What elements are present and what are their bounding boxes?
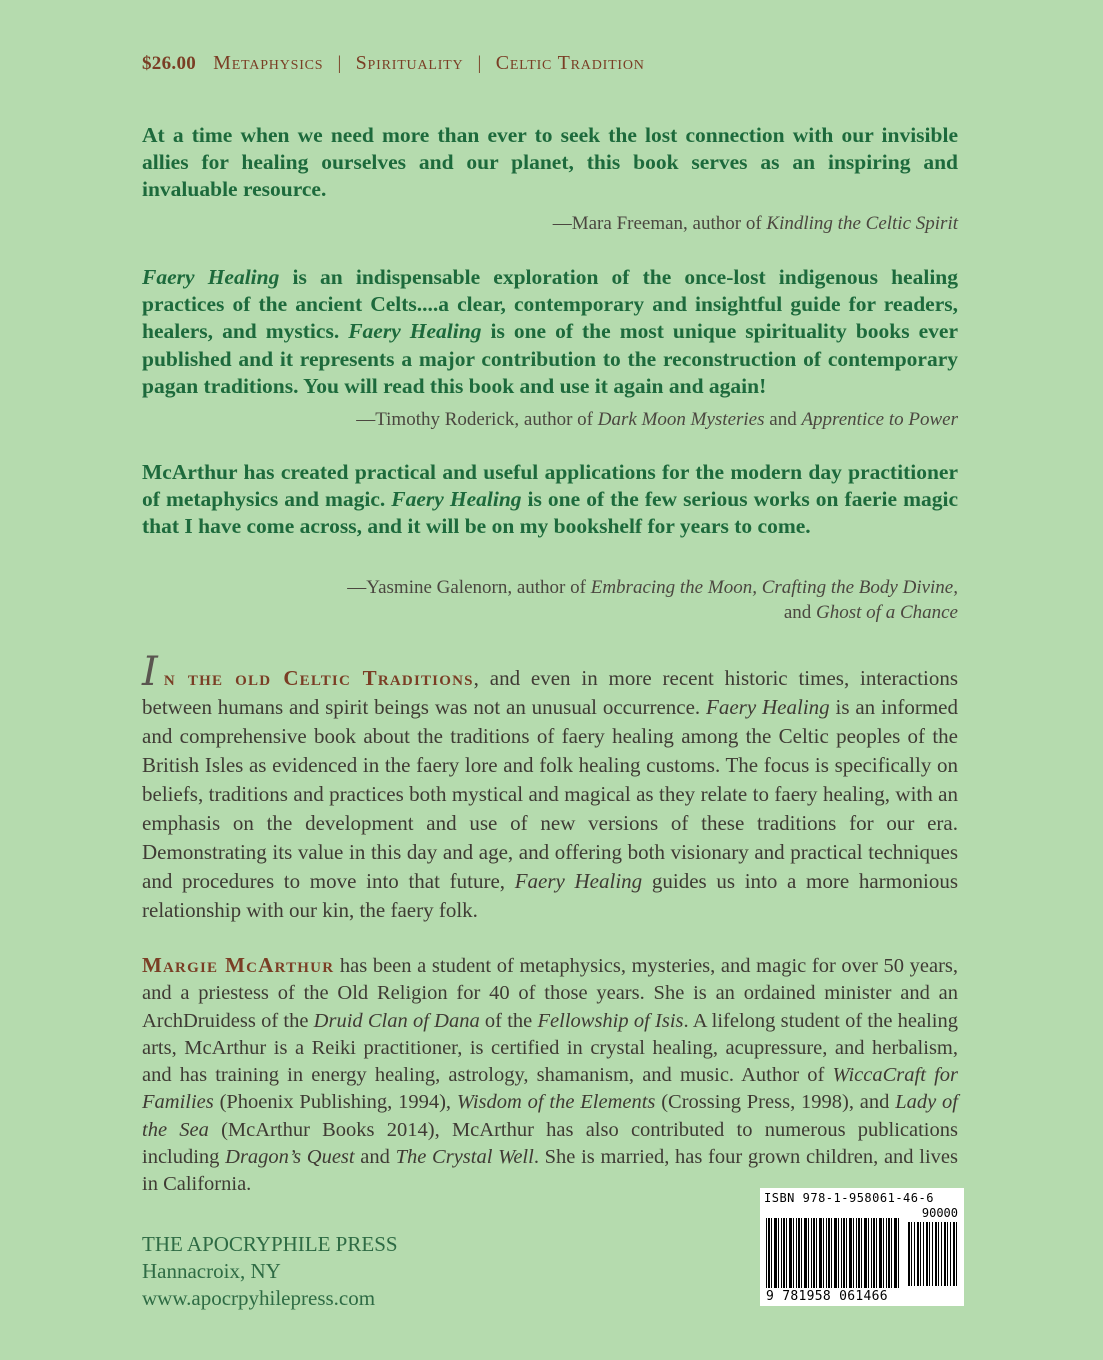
quote-1 — [142, 122, 958, 204]
ean-digits: 9 781958 061466 — [766, 1289, 888, 1304]
price: $26.00 — [142, 53, 197, 74]
quote-1-text: At a time when we need more than ever to seek the lost connection with our invisible allies for healing ourselves and our planet, this book serves as an inspiring and invaluable resource. — [142, 123, 958, 202]
quote-2: Faery Healing is an indispensable exploration of the once-lost indigenous healing practices of the ancient Celts....a clear, contemporary and insightful guide for readers, healers, and mystics. Faery Healing is one of the most unique spirituality books ever published and it represents a major contribution to the reconstruction of contemporary pagan traditions. You will read this book and use it again and again! — [142, 265, 959, 398]
price-addon-digits: 90000 — [921, 1206, 958, 1220]
publisher-name: THE APOCRYPHILE PRESS — [142, 1232, 398, 1256]
publisher-block — [142, 1231, 398, 1312]
book-description: In the old Celtic Traditions, and even in more recent historic times, interactions between humans and spirit beings was not an unusual occurrence. Faery Healing is an informed and comprehensive book about the traditions of faery healing among the Celtic peoples of the British Isles as evidenced in the faery lore and folk healing customs. The focus is specifically on beliefs, traditions and practices both mystical and magical as they relate to faery healing, with an emphasis on the development and use of new versions of these traditions for our era. Demonstrating its value in this day and age, and offering both visionary and practical techniques and procedures to move into that future, Faery Healing guides us into a more harmonious relationship with our kin, the faery folk. — [142, 649, 959, 922]
category-metaphysics: Metaphysics — [213, 52, 324, 74]
author-name: Margie McArthur — [142, 953, 335, 977]
quote-2-attribution: —Timothy Roderick, author of Dark Moon Mysteries and Apprentice to Power — [356, 409, 958, 430]
author-bio: Margie McArthur has been a student of metaphysics, mysteries, and magic for over 50 years, and a priestess of the Old Religion for 40 of those years. She is an ordained minister and an ArchDruidess of the Druid Clan of Dana of the Fellowship of Isis. A lifelong student of the healing arts, McArthur is a Reiki practitioner, is certified in crystal healing, acupressure, and herbalism, and has training in energy healing, astrology, shamanism, and music. Author of WiccaCraft for Families (Phoenix Publishing, 1994), Wisdom of the Elements (Crossing Press, 1998), and Lady of the Sea (McArthur Books 2014), McArthur has also contributed to numerous publications including Dragon’s Quest and The Crystal Well. She is married, has four grown children, and lives in California. — [142, 953, 959, 1196]
isbn-barcode — [760, 1188, 964, 1306]
addon-bars — [908, 1222, 958, 1286]
quote-3: McArthur has created practical and useful applications for the modern day practitioner of metaphysics and magic. Faery Healing is one of the few serious works on faerie magic that I have come across, and it will be on my bookshelf for years to come. — [142, 460, 958, 539]
publisher-location: Hannacroix, NY — [142, 1259, 281, 1283]
isbn-number: ISBN 978-1-958061-46-6 — [764, 1191, 934, 1205]
drop-cap: I — [142, 649, 158, 695]
category-spirituality: Spirituality — [355, 52, 464, 74]
ean-bars — [766, 1218, 900, 1288]
price-category-header: $26.00 Metaphysics | Spirituality | Celtic Tradition — [142, 52, 645, 74]
category-celtic-tradition: Celtic Tradition — [495, 52, 645, 74]
description-lead: n the old Celtic Traditions — [163, 666, 474, 690]
quote-3-attribution: —Yasmine Galenorn, author of Embracing the Moon, Crafting the Body Divine, and Ghost of a Chance — [347, 577, 958, 623]
quote-1-attribution: —Mara Freeman, author of Kindling the Celtic Spirit — [552, 213, 958, 234]
publisher-website[interactable]: www.apocrpyhilepress.com — [142, 1286, 376, 1310]
